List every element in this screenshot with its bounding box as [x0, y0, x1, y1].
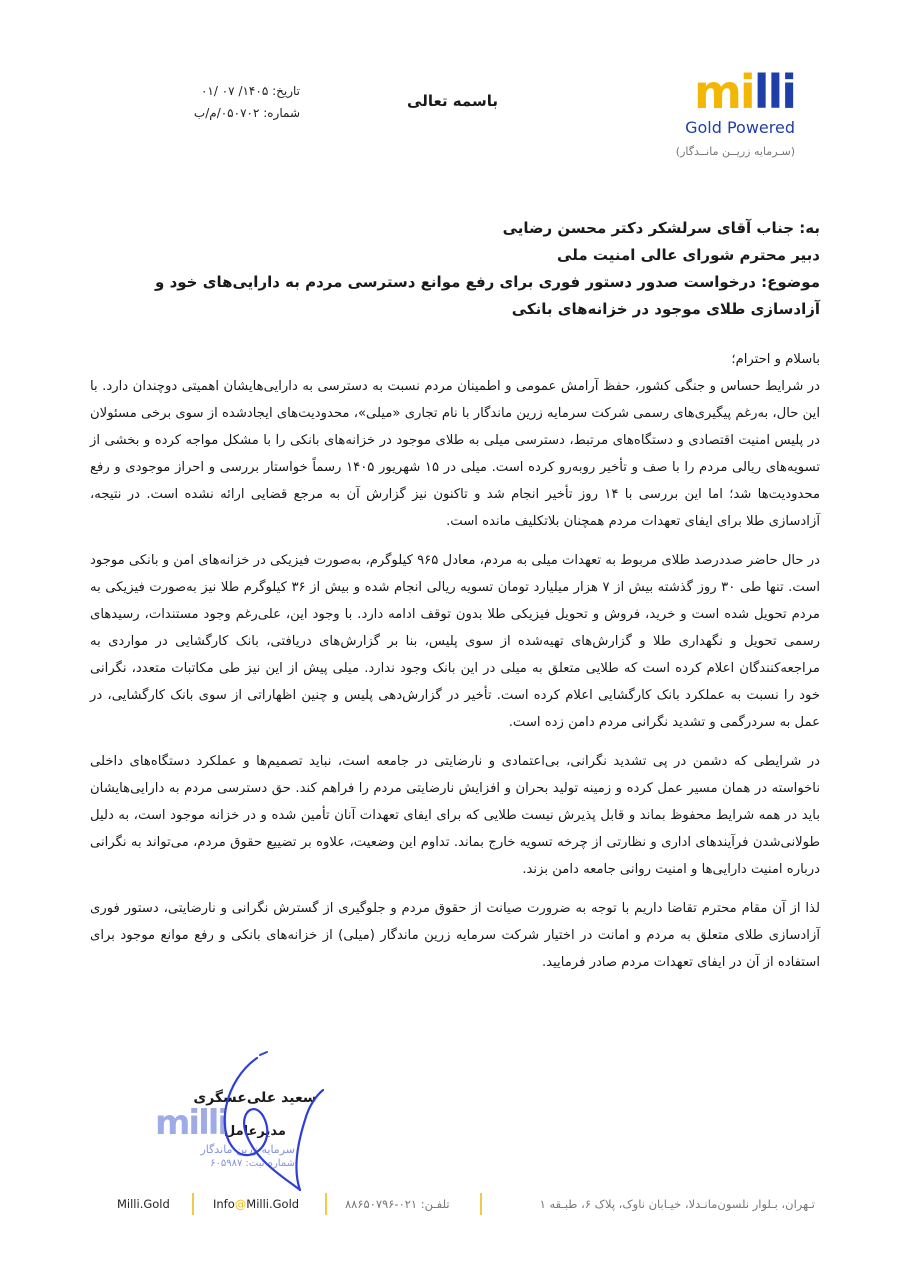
footer-separator	[325, 1193, 327, 1215]
logo-tagline: Gold Powered	[685, 118, 795, 137]
footer-website[interactable]: Milli.Gold	[117, 1197, 170, 1211]
address-block	[90, 215, 820, 323]
stamp-company-name: سرمایه زرین ماندگار	[200, 1143, 295, 1156]
body-paragraph: لذا از آن مقام محترم تقاضا داریم با توجه به ضرورت صیانت از حقوق مردم و جلوگیری از گسترش نگرانی و نارضایتی، دستور فوری آزادسازی طلای متعلق به مردم و امانت در اختیار شرکت سرمایه زرین ماندگار (میلی) از خزانه‌های بانکی و رفع موانع موجود برای استفاده از آن در ایفای تعهدات مردم صادر فرمایید.	[90, 901, 820, 970]
footer-email[interactable]: Info@Milli.Gold	[213, 1197, 300, 1211]
logo-wordmark: milli	[693, 65, 795, 119]
signatory-title: مدیرعامل	[224, 1124, 286, 1139]
subject-line: موضوع: درخواست صدور دستور فوری برای رفع موانع دسترسی مردم به دارایی‌های خود و آزادسازی طلای موجود در خزانه‌های بانکی	[155, 273, 820, 318]
letter-number: شماره: ۰۵۰۷۰۲/م/ب	[193, 106, 300, 120]
greeting: باسلام و احترام؛	[731, 352, 820, 367]
handwritten-signature	[205, 1050, 355, 1200]
footer-separator	[480, 1193, 482, 1215]
company-logo	[665, 65, 795, 168]
stamp-wordmark: milli	[155, 1103, 228, 1143]
recipient: به: جناب آقای سرلشکر دکتر محسن رضایی	[502, 219, 820, 237]
letter-footer	[0, 1193, 905, 1217]
footer-separator	[192, 1193, 194, 1215]
body-paragraph: در شرایطی که دشمن در پی تشدید نگرانی، بی‌اعتمادی و نارضایتی در جامعه است، نباید تصمیم‌ها و عملکرد دستگاه‌های داخلی ناخواسته در همان مسیر عمل کرده و زمینه تولید بحران و افزایش نارضایتی مردم را فراهم کند. حق دسترسی مردم به دارایی‌هایشان باید در همه شرایط محفوظ بماند و قابل پذیرش نیست طلایی که برای ایفای تعهدات آنان تأمین شده و در خزانه موجود است، به دلیل طولانی‌شدن فرآیندهای اداری و نظارتی از چرخه تسویه خارج بماند. تداوم این وضعیت، علاوه بر تضییع حقوق مردم، می‌تواند به نگرانی درباره امنیت دارایی‌ها و امنیت روانی جامعه دامن بزند.	[90, 754, 820, 877]
basmala-heading: باسمه تعالی	[407, 92, 498, 110]
body-paragraph: در شرایط حساس و جنگی کشور، حفظ آرامش عمومی و اطمینان مردم نسبت به دسترسی به دارایی‌هایشان اهمیتی دوچندان دارد. با این حال، به‌رغم پیگیری‌های رسمی شرکت سرمایه زرین ماندگار با نام تجاری «میلی»، محدودیت‌های ایجادشده از سوی برخی مسئولان در پلیس امنیت اقتصادی و دستگاه‌های مرتبط، دسترسی میلی به طلای موجود در خزانه‌های بانکی را با مشکل مواجه کرده و بخشی از تسویه‌های ریالی مردم را با صف و تأخیر روبه‌رو کرده است. میلی در ۱۵ شهریور ۱۴۰۵ رسماً خواستار بررسی و احراز موجودی و رفع محدودیت‌ها شد؛ اما این بررسی با ۱۴ روز تأخیر انجام شد و تاکنون نیز گزارش آن به مرجع قضایی ارائه نشده است. در نتیجه، آزادسازی طلا برای ایفای تعهدات مردم همچنان بلاتکلیف مانده است.	[90, 379, 821, 529]
footer-phone: تلفـن: ۰۲۱-۸۸۶۵۰۷۹۶	[345, 1197, 450, 1211]
recipient-position: دبیر محترم شورای عالی امنیت ملی	[557, 246, 820, 264]
letter-meta	[150, 80, 300, 124]
signatory-name: سعید علی‌عسگری	[193, 1090, 317, 1106]
letter-date: تاریخ: ۱۴۰۵/ ۰۷ /۰۱	[200, 84, 300, 98]
stamp-registration: شماره ثبت: ۶۰۵۹۸۷	[210, 1158, 295, 1169]
logo-subtitle: (سـرمایه زریــن مانــدگار)	[675, 145, 795, 158]
letter-body	[90, 346, 820, 988]
body-paragraph: در حال حاضر صددرصد طلای مربوط به تعهدات میلی به مردم، معادل ۹۶۵ کیلوگرم، به‌صورت فیزیکی در خزانه‌های امن و بانکی موجود است. تنها طی ۳۰ روز گذشته بیش از ۷ هزار میلیارد تومان تسویه ریالی انجام شده و بیش از ۳۶ کیلوگرم طلا نیز به‌صورت فیزیکی به مردم تحویل شده است و خرید، فروش و تحویل فیزیکی طلا بدون توقف ادامه دارد. با وجود این، علی‌رغم وجود مستندات، رسیدهای رسمی تحویل و نگهداری طلا و گزارش‌های تهیه‌شده از سوی پلیس، بنا بر گزارش‌های دریافتی، بانک کارگشایی در مواردی به مراجعه‌کنندگان اعلام کرده است که طلایی متعلق به میلی در این بانک وجود ندارد. میلی پیش از این نیز طی مکاتبات متعدد، نگرانی خود را نسبت به عملکرد بانک کارگشایی اعلام کرده است. تأخیر در گزارش‌دهی پلیس و چنین اظهاراتی از سوی بانک کارگشایی، در عمل به سردرگمی و تشدید نگرانی مردم دامن زده است.	[90, 553, 821, 730]
footer-address: تـهران، بـلوار نلسون‌مانـدلا، خیـابان ناوک، پلاک ۶، طبـقه ۱	[539, 1197, 815, 1211]
